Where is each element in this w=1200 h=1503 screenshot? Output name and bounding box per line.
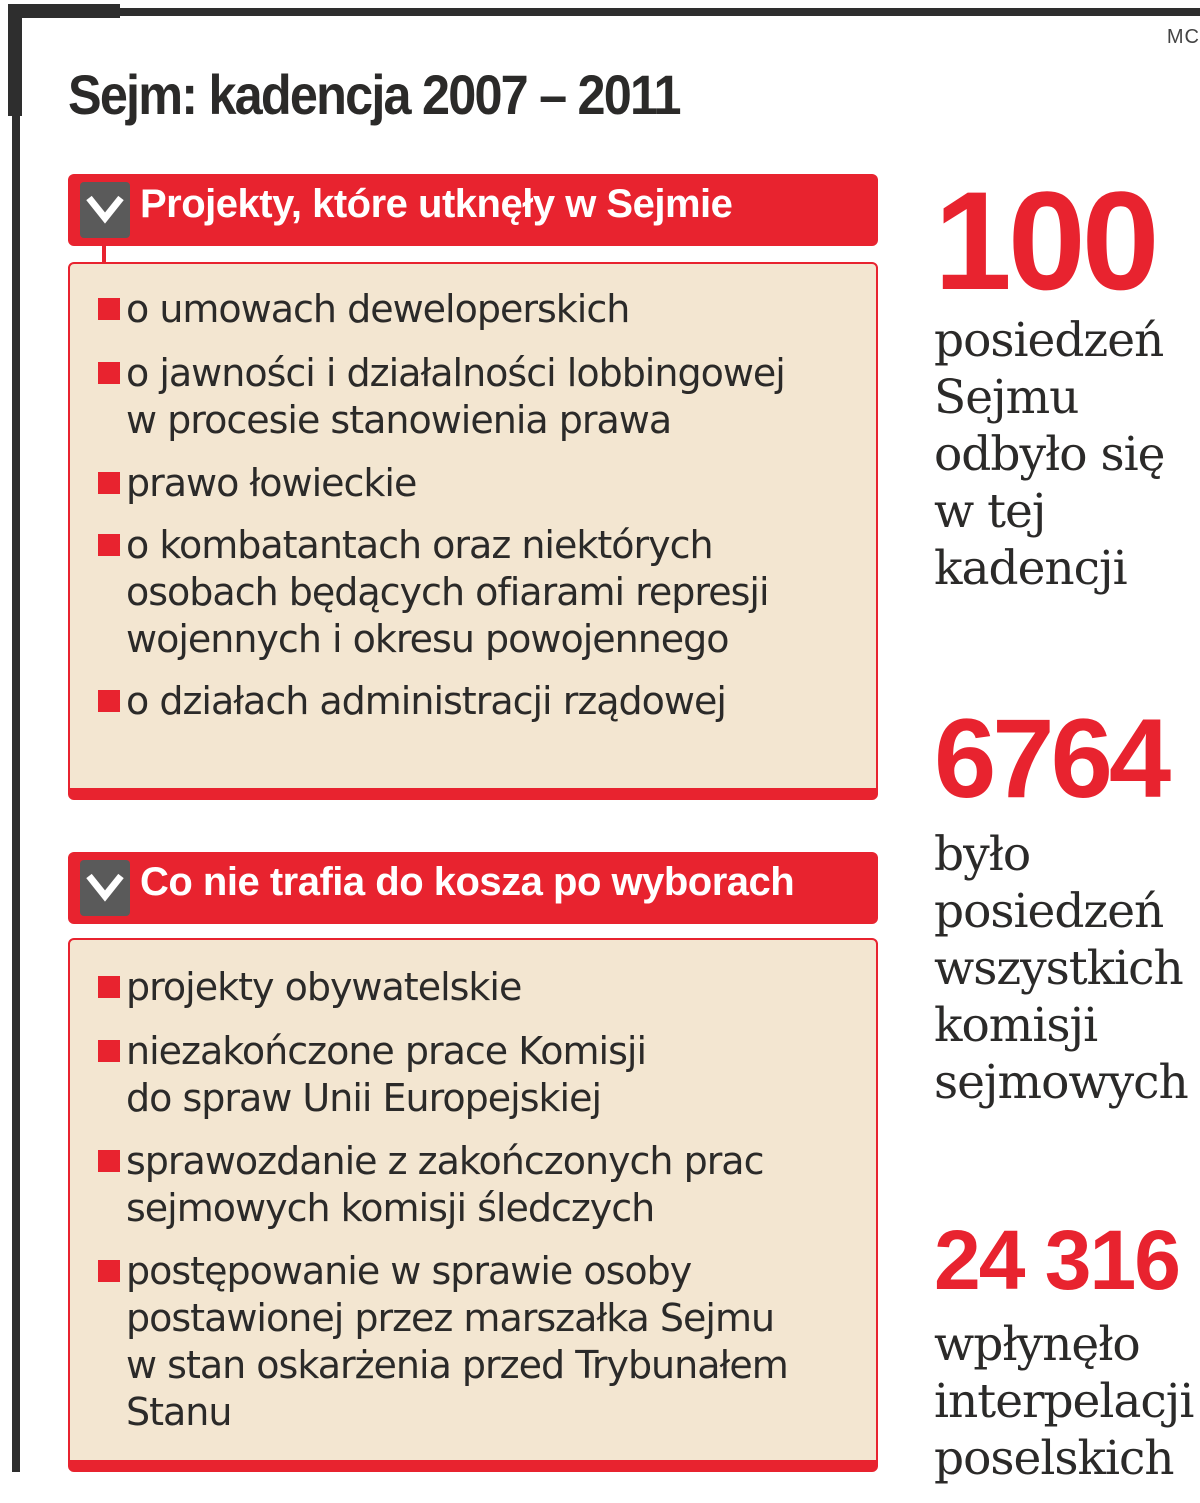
list-item-text: o kombatantach oraz niektórych osobach będących ofiarami represji wojennych i okresu powojennego bbox=[126, 523, 769, 661]
list-item-text: sprawozdanie z zakończonych prac sejmowych komisji śledczych bbox=[126, 1139, 764, 1230]
box2-header-title: Co nie trafia do kosza po wyborach bbox=[140, 860, 795, 904]
square-bullet-icon bbox=[98, 534, 120, 556]
list-item bbox=[126, 522, 846, 663]
square-bullet-icon bbox=[98, 362, 120, 384]
frame-top-rule-accent bbox=[8, 4, 120, 18]
list-item-text: o jawności i działalności lobbingowej w procesie stanowienia prawa bbox=[126, 351, 785, 442]
stat-number-sessions: 100 bbox=[934, 162, 1156, 319]
list-item bbox=[126, 964, 846, 1011]
box1-header bbox=[68, 174, 878, 246]
list-item-text: projekty obywatelskie bbox=[126, 965, 522, 1009]
square-bullet-icon bbox=[98, 976, 120, 998]
frame-top-rule bbox=[8, 8, 1200, 16]
stat-description-committees: było posiedzeń wszystkich komisji sejmowych bbox=[934, 827, 1188, 1110]
square-bullet-icon bbox=[98, 472, 120, 494]
chevron-down-icon bbox=[80, 182, 130, 238]
list-item bbox=[126, 286, 846, 333]
square-bullet-icon bbox=[98, 690, 120, 712]
square-bullet-icon bbox=[98, 298, 120, 320]
list-item-text: o umowach deweloperskich bbox=[126, 287, 630, 331]
list-item-text: niezakończone prace Komisji do spraw Unii Europejskiej bbox=[126, 1029, 647, 1120]
page-title: Sejm: kadencja 2007 – 2011 bbox=[68, 63, 680, 126]
frame-left-rule bbox=[12, 112, 20, 1472]
list-item bbox=[126, 1138, 846, 1232]
stat-number-interpellations: 24 316 bbox=[934, 1213, 1179, 1307]
box1-body bbox=[68, 262, 878, 800]
square-bullet-icon bbox=[98, 1260, 120, 1282]
chevron-down-icon bbox=[80, 860, 130, 916]
list-item bbox=[126, 1248, 846, 1436]
frame-left-rule-accent bbox=[8, 8, 22, 116]
stat-description-interpellations: wpłynęło interpelacji poselskich bbox=[934, 1317, 1194, 1486]
square-bullet-icon bbox=[98, 1150, 120, 1172]
list-item bbox=[126, 460, 846, 507]
stat-description-sessions: posiedzeń Sejmu odbyło się w tej kadencji bbox=[934, 313, 1165, 596]
credit-label: MC bbox=[1166, 26, 1200, 48]
box2-body bbox=[68, 938, 878, 1472]
stat-number-committees: 6764 bbox=[934, 696, 1168, 821]
list-item bbox=[126, 350, 846, 444]
list-item-text: o działach administracji rządowej bbox=[126, 679, 726, 723]
list-item bbox=[126, 678, 846, 725]
list-item-text: prawo łowieckie bbox=[126, 461, 417, 505]
square-bullet-icon bbox=[98, 1040, 120, 1062]
list-item bbox=[126, 1028, 846, 1122]
box2-header bbox=[68, 852, 878, 924]
list-item-text: postępowanie w sprawie osoby postawionej przez marszałka Sejmu w stan oskarżenia przed Trybunałem Stanu bbox=[126, 1249, 788, 1434]
box1-header-title: Projekty, które utknęły w Sejmie bbox=[140, 182, 733, 226]
